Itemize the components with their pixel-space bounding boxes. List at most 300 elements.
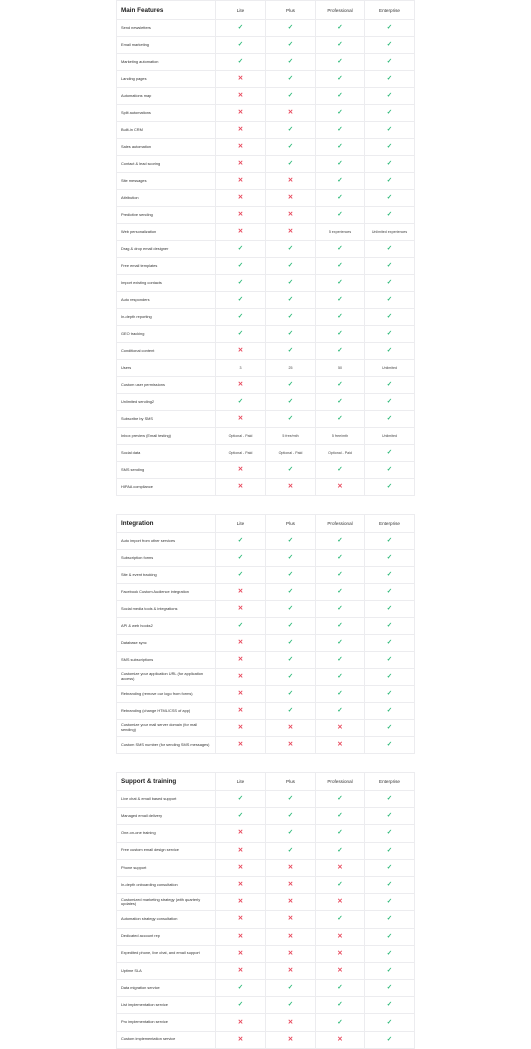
feature-included <box>365 894 415 911</box>
feature-name: Customize your application URL (for application access) <box>117 669 216 686</box>
cross-icon: ✕ <box>337 724 343 731</box>
checkmark-icon: ✓ <box>287 160 294 167</box>
table-row <box>117 945 415 962</box>
feature-value: Optional - Paid <box>266 445 316 462</box>
cross-icon: ✕ <box>287 1018 294 1026</box>
table-row <box>117 962 415 979</box>
feature-included <box>266 241 316 258</box>
checkmark-icon: ✓ <box>237 58 244 65</box>
feature-name: Sales automation <box>117 139 216 156</box>
checkmark-icon: ✓ <box>386 537 393 544</box>
feature-excluded <box>216 737 266 754</box>
checkmark-icon: ✓ <box>386 483 393 490</box>
checkmark-icon: ✓ <box>386 211 393 218</box>
checkmark-icon: ✓ <box>386 24 393 31</box>
feature-included <box>365 720 415 737</box>
checkmark-icon: ✓ <box>386 863 393 871</box>
feature-included <box>365 292 415 309</box>
feature-excluded <box>316 737 365 754</box>
checkmark-icon: ✓ <box>337 41 343 48</box>
checkmark-icon: ✓ <box>287 347 294 354</box>
cross-icon: ✕ <box>287 194 294 201</box>
feature-included <box>365 71 415 88</box>
cross-icon: ✕ <box>287 741 294 748</box>
feature-excluded <box>216 377 266 394</box>
feature-excluded <box>216 71 266 88</box>
feature-name: Customized marketing strategy (with quarterly updates) <box>117 894 216 911</box>
feature-included <box>365 139 415 156</box>
plan-header-enterprise: Enterprise <box>365 1 415 20</box>
checkmark-icon: ✓ <box>386 588 393 595</box>
checkmark-icon: ✓ <box>337 846 343 854</box>
feature-included <box>365 54 415 71</box>
feature-excluded <box>216 635 266 652</box>
table-row <box>117 207 415 224</box>
feature-included <box>266 584 316 601</box>
feature-included <box>266 156 316 173</box>
feature-excluded <box>216 601 266 618</box>
feature-included <box>316 1014 365 1031</box>
cross-icon: ✕ <box>237 381 244 388</box>
checkmark-icon: ✓ <box>337 673 343 680</box>
checkmark-icon: ✓ <box>287 262 294 269</box>
checkmark-icon: ✓ <box>386 1018 393 1026</box>
plan-header-plus: Plus <box>266 773 316 791</box>
feature-excluded <box>216 859 266 876</box>
checkmark-icon: ✓ <box>337 554 343 561</box>
checkmark-icon: ✓ <box>287 381 294 388</box>
checkmark-icon: ✓ <box>386 915 393 923</box>
table-row <box>117 156 415 173</box>
feature-included <box>266 88 316 105</box>
plan-header-plus: Plus <box>266 515 316 533</box>
feature-name: Users <box>117 360 216 377</box>
feature-excluded <box>266 911 316 928</box>
feature-included <box>216 326 266 343</box>
cross-icon: ✕ <box>287 724 294 731</box>
table-row <box>117 567 415 584</box>
feature-excluded <box>216 224 266 241</box>
feature-value: Unlimited <box>365 428 415 445</box>
cross-icon: ✕ <box>237 1035 244 1043</box>
checkmark-icon: ✓ <box>386 690 393 697</box>
checkmark-icon: ✓ <box>386 279 393 286</box>
feature-included <box>365 737 415 754</box>
table-row <box>117 71 415 88</box>
plan-header-enterprise: Enterprise <box>365 773 415 791</box>
feature-excluded <box>266 190 316 207</box>
feature-included <box>365 997 415 1014</box>
checkmark-icon: ✓ <box>337 915 343 923</box>
table-row <box>117 139 415 156</box>
checkmark-icon: ✓ <box>287 279 294 286</box>
feature-excluded <box>216 876 266 893</box>
table-row <box>117 1031 415 1048</box>
checkmark-icon: ✓ <box>337 347 343 354</box>
table-row <box>117 601 415 618</box>
feature-name: Data migration service <box>117 980 216 997</box>
feature-excluded <box>266 945 316 962</box>
checkmark-icon: ✓ <box>337 262 343 269</box>
checkmark-icon: ✓ <box>237 812 244 820</box>
checkmark-icon: ✓ <box>237 41 244 48</box>
feature-included <box>216 550 266 567</box>
checkmark-icon: ✓ <box>287 126 294 133</box>
checkmark-icon: ✓ <box>337 984 343 992</box>
cross-icon: ✕ <box>287 177 294 184</box>
table-row <box>117 445 415 462</box>
checkmark-icon: ✓ <box>287 707 294 714</box>
feature-included <box>266 37 316 54</box>
section-spacer <box>116 496 414 514</box>
table-row <box>117 462 415 479</box>
checkmark-icon: ✓ <box>337 92 343 99</box>
feature-name: Social data <box>117 445 216 462</box>
feature-excluded <box>216 479 266 496</box>
cross-icon: ✕ <box>237 639 244 646</box>
feature-excluded <box>316 945 365 962</box>
table-row <box>117 550 415 567</box>
checkmark-icon: ✓ <box>287 537 294 544</box>
checkmark-icon: ✓ <box>386 466 393 473</box>
feature-included <box>365 275 415 292</box>
cross-icon: ✕ <box>237 75 244 82</box>
feature-name: Contact & lead scoring <box>117 156 216 173</box>
checkmark-icon: ✓ <box>337 75 343 82</box>
plan-header-plus: Plus <box>266 1 316 20</box>
feature-name: SMS subscriptions <box>117 652 216 669</box>
feature-included <box>216 997 266 1014</box>
cross-icon: ✕ <box>237 588 244 595</box>
feature-included <box>365 156 415 173</box>
checkmark-icon: ✓ <box>337 194 343 201</box>
table-row <box>117 394 415 411</box>
feature-value: 50 <box>316 360 365 377</box>
checkmark-icon: ✓ <box>337 881 343 889</box>
checkmark-icon: ✓ <box>287 58 294 65</box>
feature-included <box>316 980 365 997</box>
feature-excluded <box>216 686 266 703</box>
feature-included <box>365 911 415 928</box>
checkmark-icon: ✓ <box>337 656 343 663</box>
feature-included <box>316 584 365 601</box>
checkmark-icon: ✓ <box>337 537 343 544</box>
checkmark-icon: ✓ <box>386 932 393 940</box>
cross-icon: ✕ <box>287 863 294 871</box>
checkmark-icon: ✓ <box>386 846 393 854</box>
checkmark-icon: ✓ <box>287 398 294 405</box>
feature-name: Custom SMS number (for sending SMS messages) <box>117 737 216 754</box>
feature-included <box>365 343 415 360</box>
feature-included <box>316 190 365 207</box>
cross-icon: ✕ <box>287 949 294 957</box>
cross-icon: ✕ <box>237 898 244 906</box>
checkmark-icon: ✓ <box>386 126 393 133</box>
feature-included <box>266 669 316 686</box>
checkmark-icon: ✓ <box>337 126 343 133</box>
feature-included <box>266 703 316 720</box>
feature-excluded <box>266 962 316 979</box>
checkmark-icon: ✓ <box>337 795 343 803</box>
checkmark-icon: ✓ <box>237 398 244 405</box>
feature-included <box>216 394 266 411</box>
feature-name: Phone support <box>117 859 216 876</box>
feature-excluded <box>316 1031 365 1048</box>
feature-included <box>316 394 365 411</box>
feature-name: Marketing automation <box>117 54 216 71</box>
feature-included <box>365 20 415 37</box>
feature-excluded <box>216 669 266 686</box>
checkmark-icon: ✓ <box>386 656 393 663</box>
checkmark-icon: ✓ <box>386 795 393 803</box>
checkmark-icon: ✓ <box>386 639 393 646</box>
feature-name: Free email templates <box>117 258 216 275</box>
checkmark-icon: ✓ <box>386 571 393 578</box>
feature-included <box>365 859 415 876</box>
table-row <box>117 54 415 71</box>
feature-name: Conditional content <box>117 343 216 360</box>
feature-included <box>216 309 266 326</box>
checkmark-icon: ✓ <box>337 245 343 252</box>
feature-included <box>365 394 415 411</box>
feature-name: Site & event tracking <box>117 567 216 584</box>
checkmark-icon: ✓ <box>237 24 244 31</box>
table-row <box>117 808 415 825</box>
checkmark-icon: ✓ <box>386 966 393 974</box>
table-row <box>117 411 415 428</box>
checkmark-icon: ✓ <box>237 622 244 629</box>
cross-icon: ✕ <box>337 483 343 490</box>
feature-included <box>316 703 365 720</box>
checkmark-icon: ✓ <box>337 330 343 337</box>
plan-header-enterprise: Enterprise <box>365 515 415 533</box>
feature-included <box>365 105 415 122</box>
cross-icon: ✕ <box>287 1035 294 1043</box>
feature-name: Facebook Custom Audience integration <box>117 584 216 601</box>
feature-included <box>216 37 266 54</box>
feature-name: Subscribe by SMS <box>117 411 216 428</box>
plan-header-professional: Professional <box>316 773 365 791</box>
feature-included <box>365 326 415 343</box>
feature-included <box>316 309 365 326</box>
cross-icon: ✕ <box>237 932 244 940</box>
checkmark-icon: ✓ <box>386 58 393 65</box>
feature-excluded <box>316 894 365 911</box>
feature-included <box>266 343 316 360</box>
feature-excluded <box>216 825 266 842</box>
checkmark-icon: ✓ <box>337 415 343 422</box>
feature-included <box>365 584 415 601</box>
feature-included <box>365 962 415 979</box>
feature-excluded <box>316 928 365 945</box>
feature-excluded <box>216 962 266 979</box>
feature-name: Rebranding (change HTML/CSS of app) <box>117 703 216 720</box>
feature-name: Predictive sending <box>117 207 216 224</box>
plan-header-professional: Professional <box>316 515 365 533</box>
feature-value: Unlimited <box>365 360 415 377</box>
cross-icon: ✕ <box>237 915 244 923</box>
feature-included <box>266 292 316 309</box>
checkmark-icon: ✓ <box>386 262 393 269</box>
cross-icon: ✕ <box>237 881 244 889</box>
feature-included <box>216 808 266 825</box>
feature-included <box>316 343 365 360</box>
feature-name: In-depth reporting <box>117 309 216 326</box>
feature-name: Rebranding (remove our logo from forms) <box>117 686 216 703</box>
feature-excluded <box>266 737 316 754</box>
checkmark-icon: ✓ <box>237 279 244 286</box>
feature-included <box>365 88 415 105</box>
checkmark-icon: ✓ <box>386 41 393 48</box>
checkmark-icon: ✓ <box>337 1001 343 1009</box>
cross-icon: ✕ <box>237 347 244 354</box>
feature-included <box>266 652 316 669</box>
feature-included <box>365 567 415 584</box>
checkmark-icon: ✓ <box>237 296 244 303</box>
cross-icon: ✕ <box>287 915 294 923</box>
checkmark-icon: ✓ <box>337 58 343 65</box>
checkmark-icon: ✓ <box>237 554 244 561</box>
feature-included <box>316 842 365 859</box>
feature-included <box>365 241 415 258</box>
checkmark-icon: ✓ <box>386 673 393 680</box>
feature-included <box>365 808 415 825</box>
feature-name: API & web hooks2 <box>117 618 216 635</box>
checkmark-icon: ✓ <box>337 707 343 714</box>
feature-included <box>365 462 415 479</box>
feature-included <box>266 567 316 584</box>
cross-icon: ✕ <box>287 109 294 116</box>
feature-included <box>316 550 365 567</box>
feature-excluded <box>216 343 266 360</box>
feature-included <box>365 190 415 207</box>
feature-excluded <box>216 462 266 479</box>
checkmark-icon: ✓ <box>337 1018 343 1026</box>
checkmark-icon: ✓ <box>386 415 393 422</box>
cross-icon: ✕ <box>237 1018 244 1026</box>
feature-value: Optional - Paid <box>316 445 365 462</box>
checkmark-icon: ✓ <box>287 330 294 337</box>
feature-name: Web personalization <box>117 224 216 241</box>
feature-included <box>266 635 316 652</box>
feature-included <box>266 139 316 156</box>
feature-included <box>365 122 415 139</box>
feature-name: Built-in CRM <box>117 122 216 139</box>
feature-included <box>266 980 316 997</box>
table-row <box>117 105 415 122</box>
table-row <box>117 275 415 292</box>
checkmark-icon: ✓ <box>386 622 393 629</box>
checkmark-icon: ✓ <box>287 622 294 629</box>
feature-excluded <box>266 720 316 737</box>
checkmark-icon: ✓ <box>287 296 294 303</box>
table-row <box>117 618 415 635</box>
feature-included <box>316 37 365 54</box>
checkmark-icon: ✓ <box>237 537 244 544</box>
checkmark-icon: ✓ <box>337 639 343 646</box>
feature-excluded <box>216 105 266 122</box>
checkmark-icon: ✓ <box>337 160 343 167</box>
cross-icon: ✕ <box>237 846 244 854</box>
feature-included <box>316 652 365 669</box>
feature-excluded <box>316 720 365 737</box>
checkmark-icon: ✓ <box>386 296 393 303</box>
feature-excluded <box>216 411 266 428</box>
table-row <box>117 1014 415 1031</box>
feature-name: One-on-one training <box>117 825 216 842</box>
table-row <box>117 720 415 737</box>
feature-excluded <box>216 928 266 945</box>
feature-included <box>316 618 365 635</box>
feature-included <box>216 618 266 635</box>
checkmark-icon: ✓ <box>237 313 244 320</box>
cross-icon: ✕ <box>237 690 244 697</box>
feature-excluded <box>266 224 316 241</box>
feature-included <box>266 309 316 326</box>
checkmark-icon: ✓ <box>386 109 393 116</box>
feature-excluded <box>266 876 316 893</box>
feature-excluded <box>266 173 316 190</box>
checkmark-icon: ✓ <box>337 829 343 837</box>
feature-included <box>365 377 415 394</box>
feature-value: 5 free/mth <box>316 428 365 445</box>
feature-included <box>365 37 415 54</box>
feature-included <box>266 533 316 550</box>
feature-included <box>216 533 266 550</box>
checkmark-icon: ✓ <box>287 41 294 48</box>
feature-name: Free custom email design service <box>117 842 216 859</box>
feature-included <box>266 825 316 842</box>
table-row <box>117 122 415 139</box>
feature-included <box>316 258 365 275</box>
table-row <box>117 859 415 876</box>
feature-excluded <box>216 894 266 911</box>
checkmark-icon: ✓ <box>287 673 294 680</box>
table-row <box>117 894 415 911</box>
checkmark-icon: ✓ <box>287 24 294 31</box>
feature-included <box>266 20 316 37</box>
table-row <box>117 428 415 445</box>
feature-included <box>266 275 316 292</box>
feature-included <box>316 71 365 88</box>
feature-name: Customize your mail server domain (for mail sending) <box>117 720 216 737</box>
checkmark-icon: ✓ <box>287 690 294 697</box>
cross-icon: ✕ <box>237 160 244 167</box>
checkmark-icon: ✓ <box>386 949 393 957</box>
cross-icon: ✕ <box>237 211 244 218</box>
checkmark-icon: ✓ <box>287 313 294 320</box>
checkmark-icon: ✓ <box>386 554 393 561</box>
feature-excluded <box>266 894 316 911</box>
feature-name: Database sync <box>117 635 216 652</box>
feature-included <box>316 326 365 343</box>
feature-included <box>316 791 365 808</box>
feature-name: Custom user permissions <box>117 377 216 394</box>
feature-included <box>365 928 415 945</box>
checkmark-icon: ✓ <box>287 984 294 992</box>
feature-included <box>316 377 365 394</box>
feature-excluded <box>216 190 266 207</box>
plan-header-lite: Lite <box>216 1 266 20</box>
feature-excluded <box>216 139 266 156</box>
table-row <box>117 876 415 893</box>
checkmark-icon: ✓ <box>386 829 393 837</box>
feature-value: Optional - Paid <box>216 445 266 462</box>
checkmark-icon: ✓ <box>287 92 294 99</box>
checkmark-icon: ✓ <box>386 75 393 82</box>
checkmark-icon: ✓ <box>287 554 294 561</box>
cross-icon: ✕ <box>237 92 244 99</box>
